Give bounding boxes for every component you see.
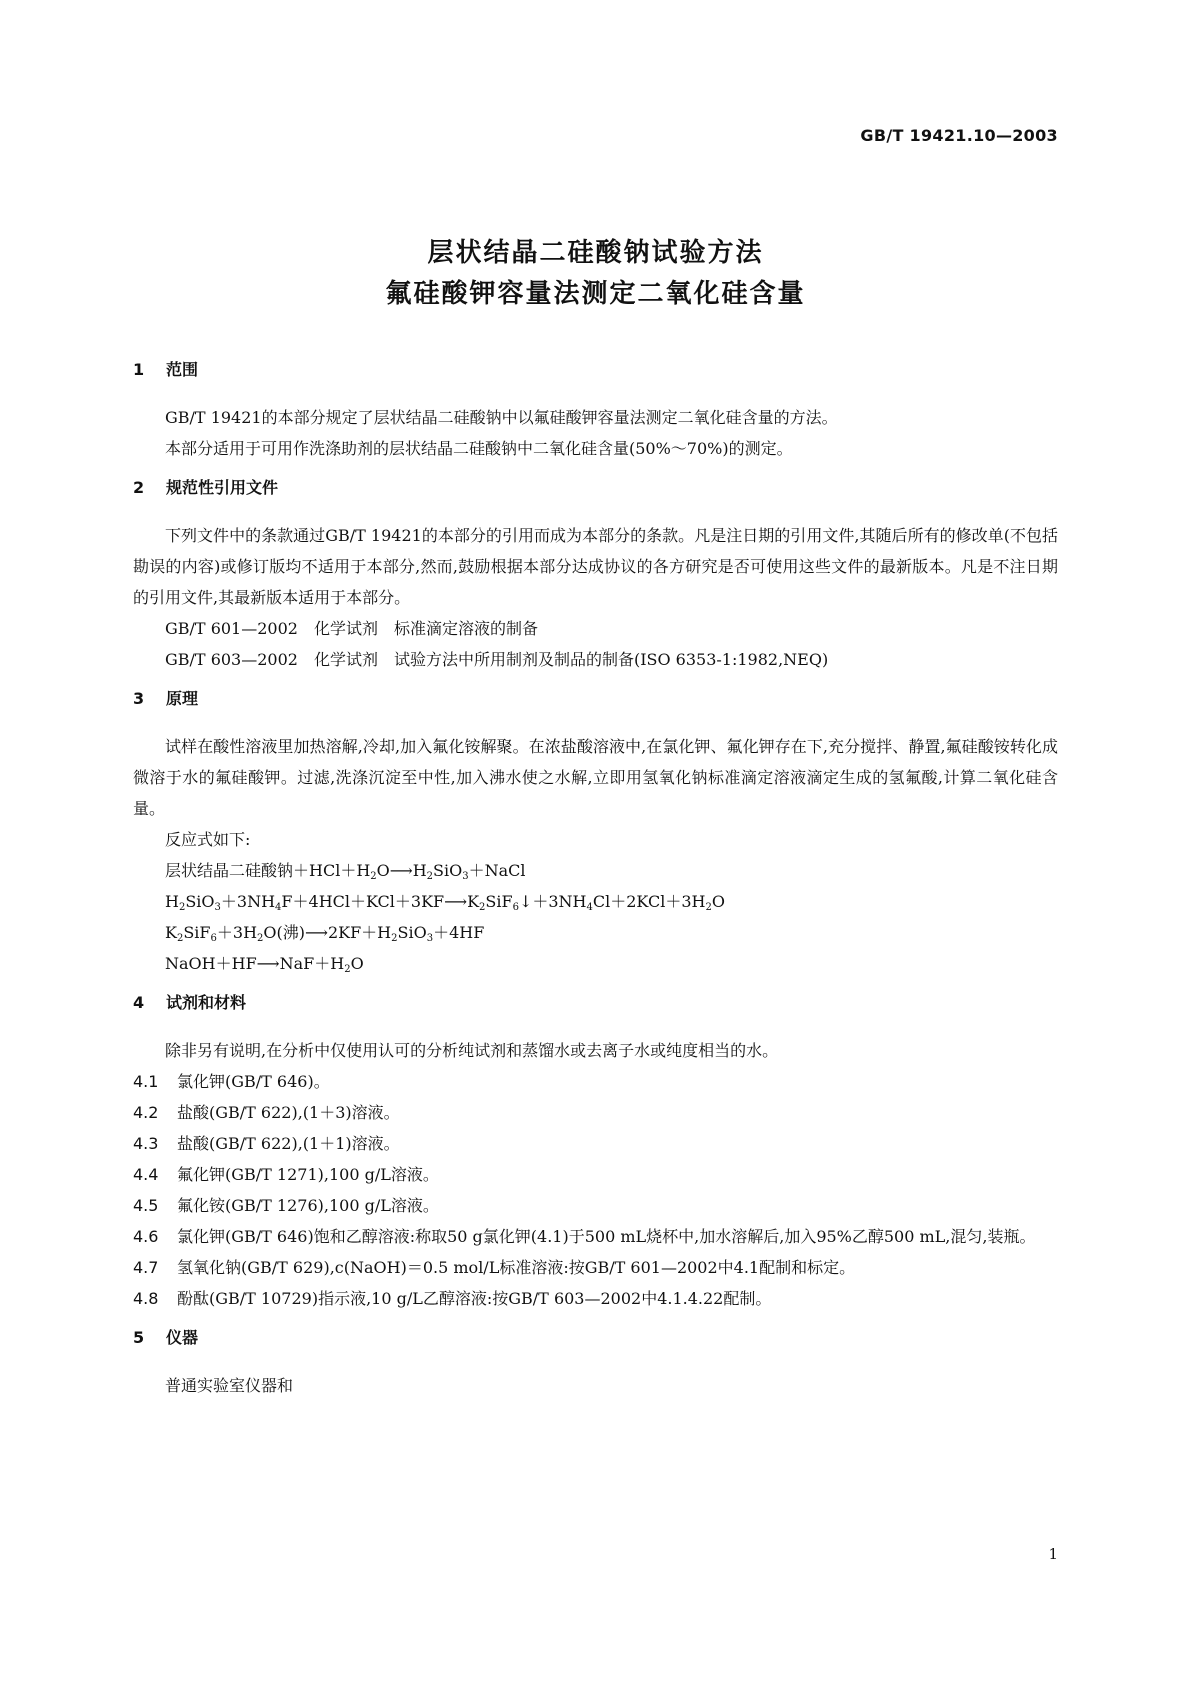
standard-number: GB/T 19421.10—2003 <box>860 126 1058 145</box>
section-2-heading: 2 规范性引用文件 <box>133 478 279 497</box>
page-number: 1 <box>1048 1545 1058 1563</box>
document-body <box>133 360 1058 1401</box>
equation-2: $H_2SiO_3+3NH_4F+4HCl+KCl+3KF⟶K_2SiF_6↓+3NH_4Cl+2KCl+3H_2O$ <box>165 892 725 913</box>
paragraph: GB/T 19421的本部分规定了层状结晶二硅酸钠中以氟硅酸钾容量法测定二氧化硅含量的方法。 <box>165 408 838 427</box>
paragraph: 试样在酸性溶液里加热溶解,冷却,加入氟化铵解聚。在浓盐酸溶液中,在氯化钾、氟化钾存在下,充分搅拌、静置,氟硅酸铵转化成微溶于水的氟硅酸钾。过滤,洗涤沉淀至中性,加入沸水使之水解,立即用氢氧化钠标准滴定溶液滴定生成的氢氟酸,计算二氧化硅含量。 <box>133 737 1058 818</box>
paragraph: 下列文件中的条款通过GB/T 19421的本部分的引用而成为本部分的条款。凡是注日期的引用文件,其随后所有的修改单(不包括勘误的内容)或修订版均不适用于本部分,然而,鼓励根据本部分达成协议的各方研究是否可使用这些文件的最新版本。凡是不注日期的引用文件,其最新版本适用于本部分。 <box>133 526 1058 607</box>
paragraph: 反应式如下: <box>165 830 251 849</box>
list-item: 4.2 盐酸(GB/T 622),(1＋3)溶液。 <box>133 1103 400 1122</box>
section-3-heading: 3 原理 <box>133 689 199 708</box>
list-item: 4.4 氟化钾(GB/T 1271),100 g/L溶液。 <box>133 1165 439 1184</box>
reference-item: GB/T 603—2002 化学试剂 试验方法中所用制剂及制品的制备(ISO 6353-1:1982,NEQ) <box>165 650 829 669</box>
paragraph: 除非另有说明,在分析中仅使用认可的分析纯试剂和蒸馏水或去离子水或纯度相当的水。 <box>165 1041 779 1060</box>
list-item: 4.7 氢氧化钠(GB/T 629),c(NaOH)＝0.5 mol/L标准溶液:按GB/T 601—2002中4.1配制和标定。 <box>133 1258 856 1277</box>
reference-item: GB/T 601—2002 化学试剂 标准滴定溶液的制备 <box>165 619 538 638</box>
paragraph: 本部分适用于可用作洗涤助剂的层状结晶二硅酸钠中二氧化硅含量(50%～70%)的测定。 <box>165 439 793 458</box>
title-line-1: 层状结晶二硅酸钠试验方法 <box>427 238 764 268</box>
title-line-2: 氟硅酸钾容量法测定二氧化硅含量 <box>385 279 806 309</box>
list-item: 4.5 氟化铵(GB/T 1276),100 g/L溶液。 <box>133 1196 439 1215</box>
list-item: 4.1 氯化钾(GB/T 646)。 <box>133 1072 330 1091</box>
section-1-heading: 1 范围 <box>133 360 199 379</box>
section-4-heading: 4 试剂和材料 <box>133 993 247 1012</box>
equation-1: 层状结晶二硅酸钠$+HCl+H_2O⟶H_2SiO_3+NaCl$ <box>165 861 526 882</box>
equation-3: $K_2SiF_6+3H_2O$(沸)$⟶2KF+H_2SiO_3+4HF$ <box>165 923 485 944</box>
list-item: 4.8 酚酞(GB/T 10729)指示液,10 g/L乙醇溶液:按GB/T 603—2002中4.1.4.22配制。 <box>133 1289 772 1308</box>
paragraph: 普通实验室仪器和 <box>165 1376 294 1395</box>
list-item: 4.6 氯化钾(GB/T 646)饱和乙醇溶液:称取50 g氯化钾(4.1)于500 mL烧杯中,加水溶解后,加入95%乙醇500 mL,混匀,装瓶。 <box>133 1227 1036 1246</box>
list-item: 4.3 盐酸(GB/T 622),(1＋1)溶液。 <box>133 1134 400 1153</box>
section-5-heading: 5 仪器 <box>133 1328 199 1347</box>
equation-4: $NaOH+HF⟶NaF+H_2O$ <box>165 954 364 975</box>
